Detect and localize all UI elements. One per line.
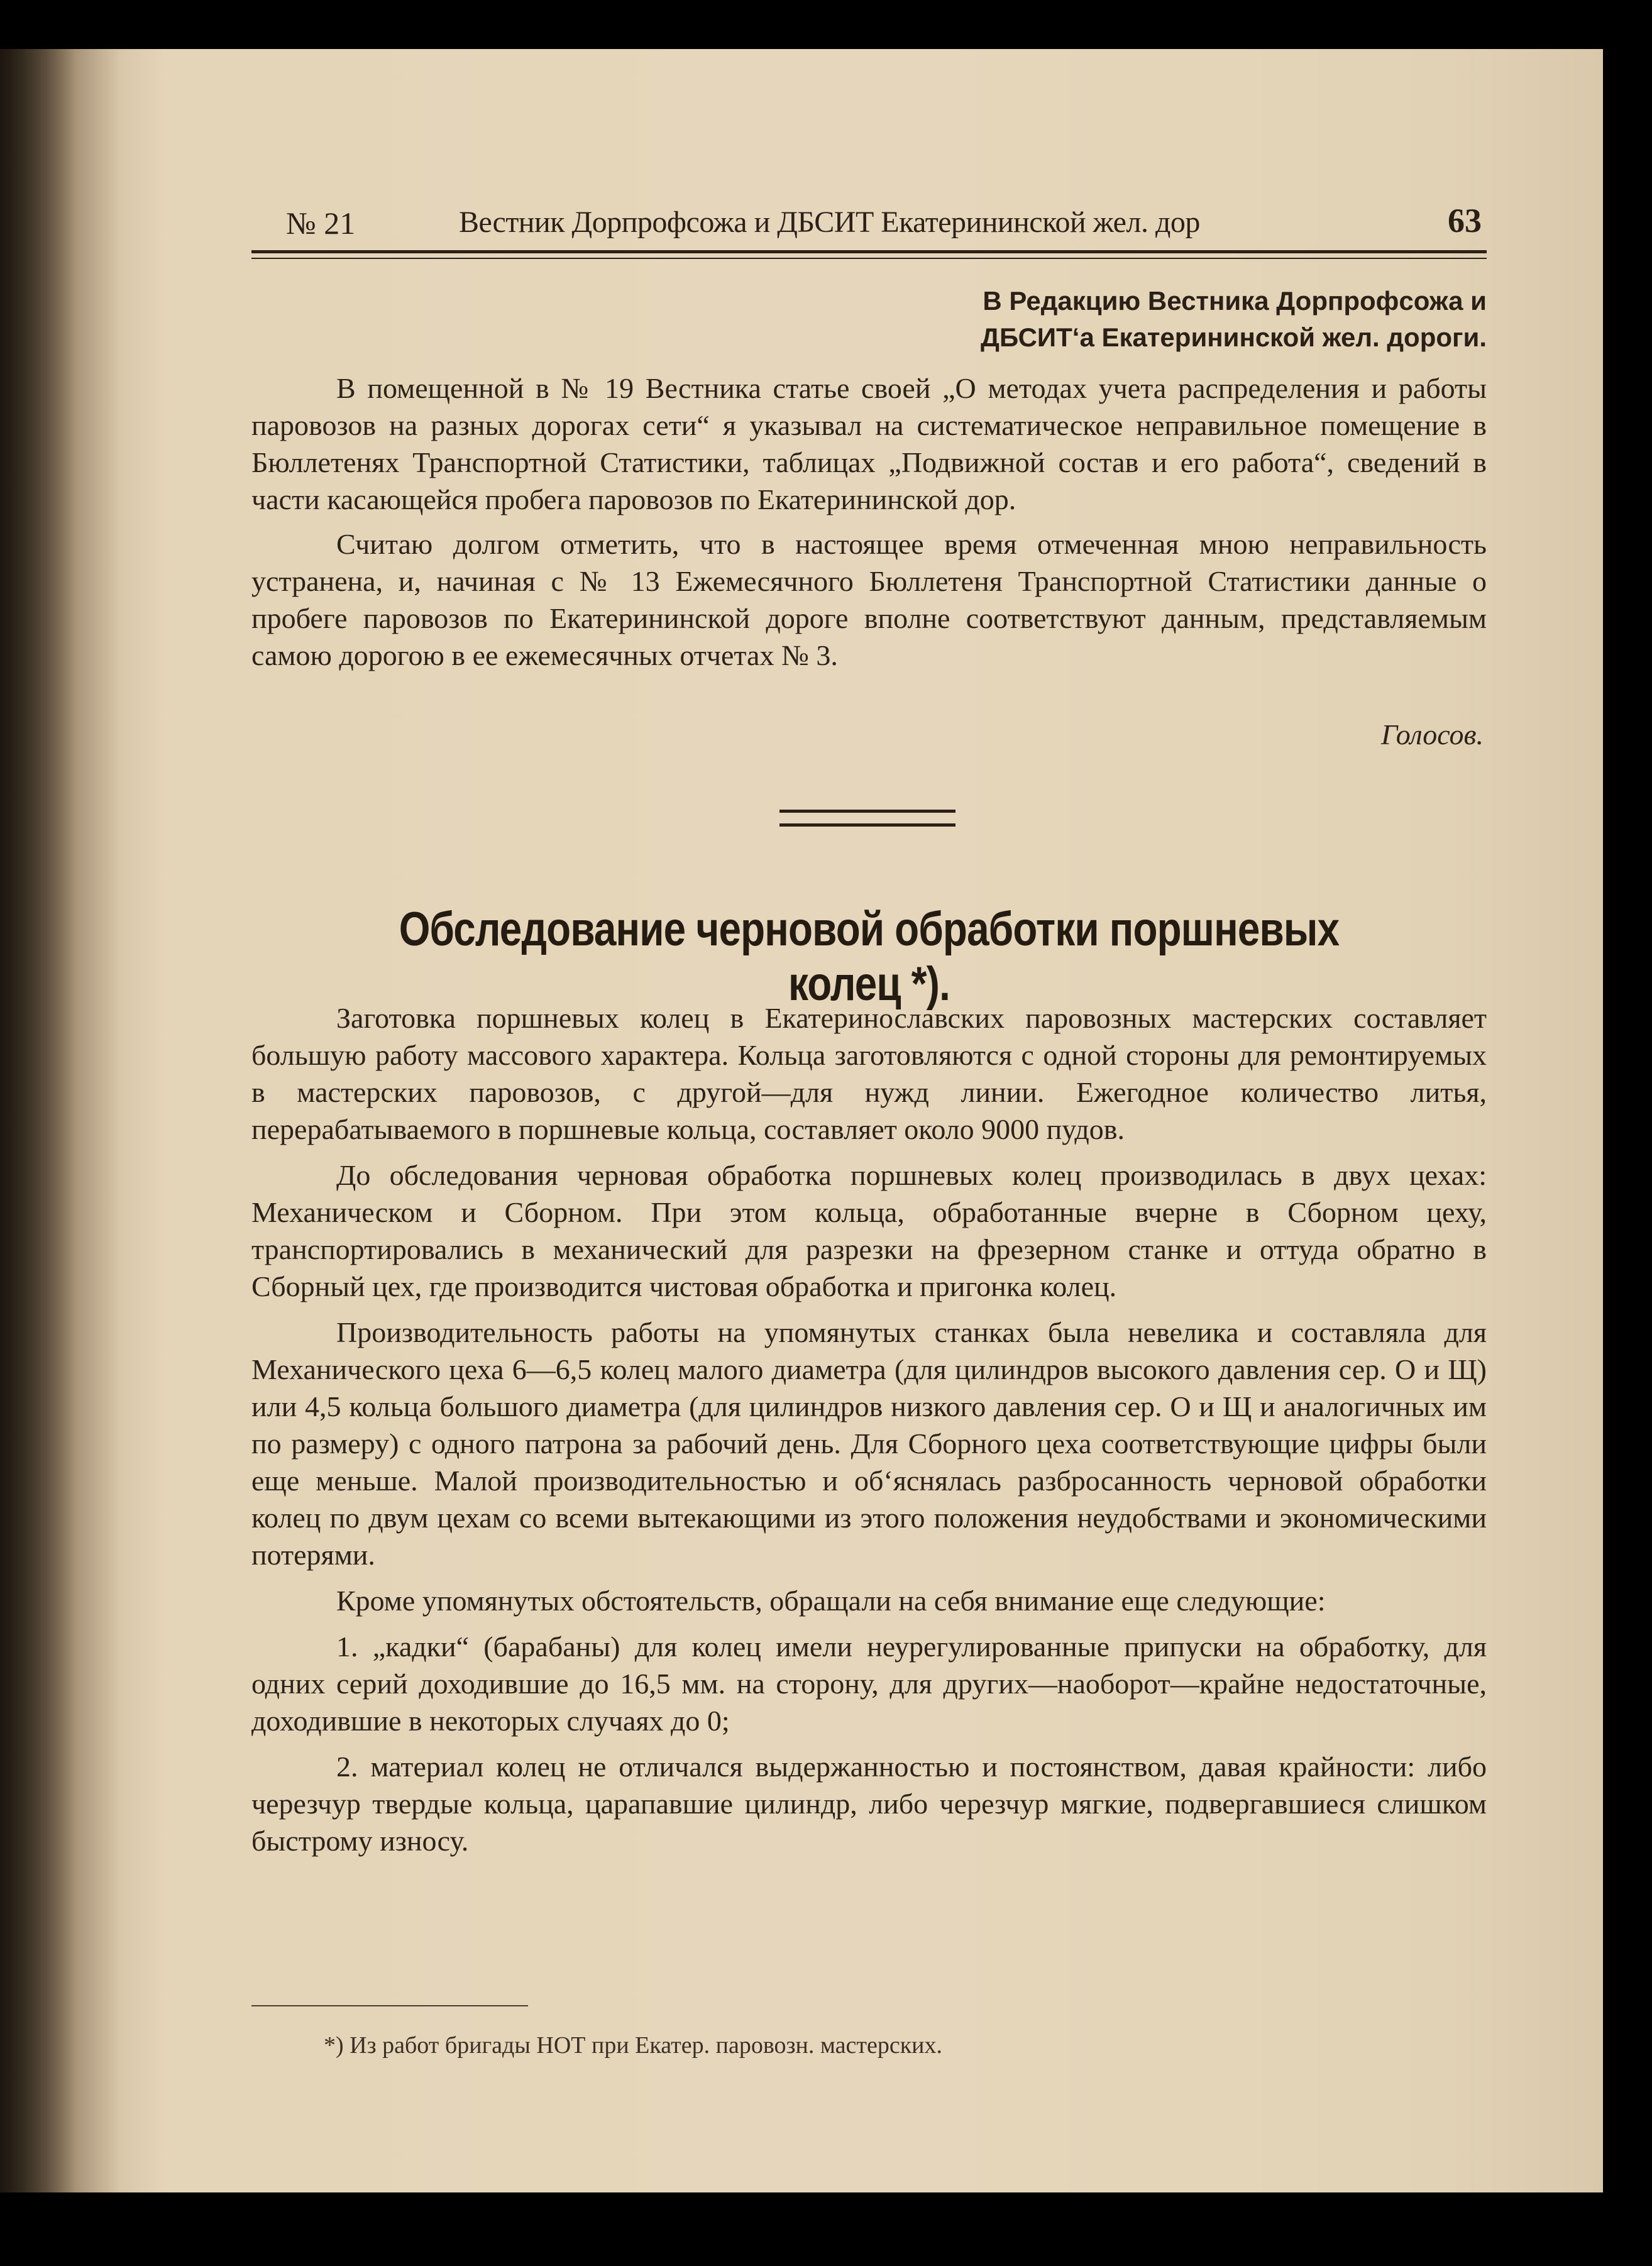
article-paragraph: До обследования черновая обработка поршневых колец производилась в двух цехах: Механическом и Сборном. При этом кольца, обработанные вчерне в Сборном цеху, транспортировались в механический для разрезки на фрезерном станке и оттуда обратно в Сборный цех, где производится чистовая обработка и пригонка колец.: [251, 1159, 1487, 1302]
article-paragraph: 2. материал колец не отличался выдержанностью и постоянством, давая крайности: либо черезчур твердые кольца, царапавшие цилиндр, либо черезчур мягкие, подвергавшиеся слишком быстрому износу.: [251, 1751, 1487, 1857]
issue-number: № 21: [286, 206, 356, 241]
addressee-line: ДБСИТ‘а Екатерининской жел. дороги.: [981, 322, 1487, 352]
running-head: [251, 157, 1487, 241]
section-separator: [779, 810, 955, 813]
header-rule-thin: [251, 258, 1487, 259]
journal-title: Вестник Дорпрофсожа и ДБСИТ Екатерининской жел. дор: [459, 206, 1200, 239]
article-paragraph: 1. „кадки“ (барабаны) для колец имели неурегулированные припуски на обработку, для одних серий доходившие до 16,5 мм. на сторону, для других—наоборот—крайне недостаточные, доходившие в некоторых случаях до 0;: [251, 1631, 1487, 1737]
article-paragraph: Производительность работы на упомянутых станках была невелика и составляла для Механического цеха 6—6,5 колец малого диаметра (для цилиндров высокого давления сер. О и Щ) или 4,5 кольца большого диаметра (для цилиндров низкого давления сер. О и Щ и аналогичных им по размеру) с одного патрона за рабочий день. Для Сборного цеха соответствующие цифры были еще меньше. Малой производительностью и об‘яснялась разбросанность черновой обработки колец по двум цехам со всеми вытекающими из этого положения неудобствами и экономическими потерями.: [251, 1316, 1487, 1571]
letter-signature: Голосов.: [1381, 718, 1484, 751]
article-paragraph: Кроме упомянутых обстоятельств, обращали на себя внимание еще следующие:: [336, 1585, 1326, 1617]
article-title: Обследование черновой обработки поршневых колец *).: [399, 903, 1340, 1011]
header-rule-thick: [251, 250, 1487, 253]
page-number: 63: [1448, 202, 1482, 239]
addressee-line: В Редакцию Вестника Дорпрофсожа и: [983, 286, 1487, 316]
letter-paragraph: Считаю долгом отметить, что в настоящее время отмеченная мною неправильность устранена, и, начиная с № 13 Ежемесячного Бюллетеня Транспортной Статистики данные о пробеге паровозов по Екатерининской дороге вполне соответствуют данным, представляемым самою дорогою в ее ежемесячных отчетах № 3.: [251, 528, 1487, 671]
letter-paragraph: В помещенной в № 19 Вестника статье своей „О методах учета распределения и работы паровозов на разных дорогах сети“ я указывал на систематическое неправильное помещение в Бюллетенях Транспортной Статистики, таблицах „Подвижной состав и его работа“, сведений в части касающейся пробега паровозов по Екатерининской дор.: [251, 372, 1487, 515]
article-body: [251, 999, 1487, 1859]
letter-body: [251, 370, 1487, 674]
footnote-rule: [251, 2005, 528, 2006]
section-separator: [779, 823, 955, 827]
footnote: *) Из работ бригады НОТ при Екатер. паровозн. мастерских.: [324, 2032, 943, 2059]
article-paragraph: Заготовка поршневых колец в Екатеринославских паровозных мастерских составляет большую работу массового характера. Кольца заготовляются с одной стороны для ремонтируемых в мастерских паровозов, с другой—для нужд линии. Ежегодное количество литья, перерабатываемого в поршневые кольца, составляет около 9000 пудов.: [251, 1002, 1487, 1145]
letter-addressee: [817, 283, 1487, 356]
